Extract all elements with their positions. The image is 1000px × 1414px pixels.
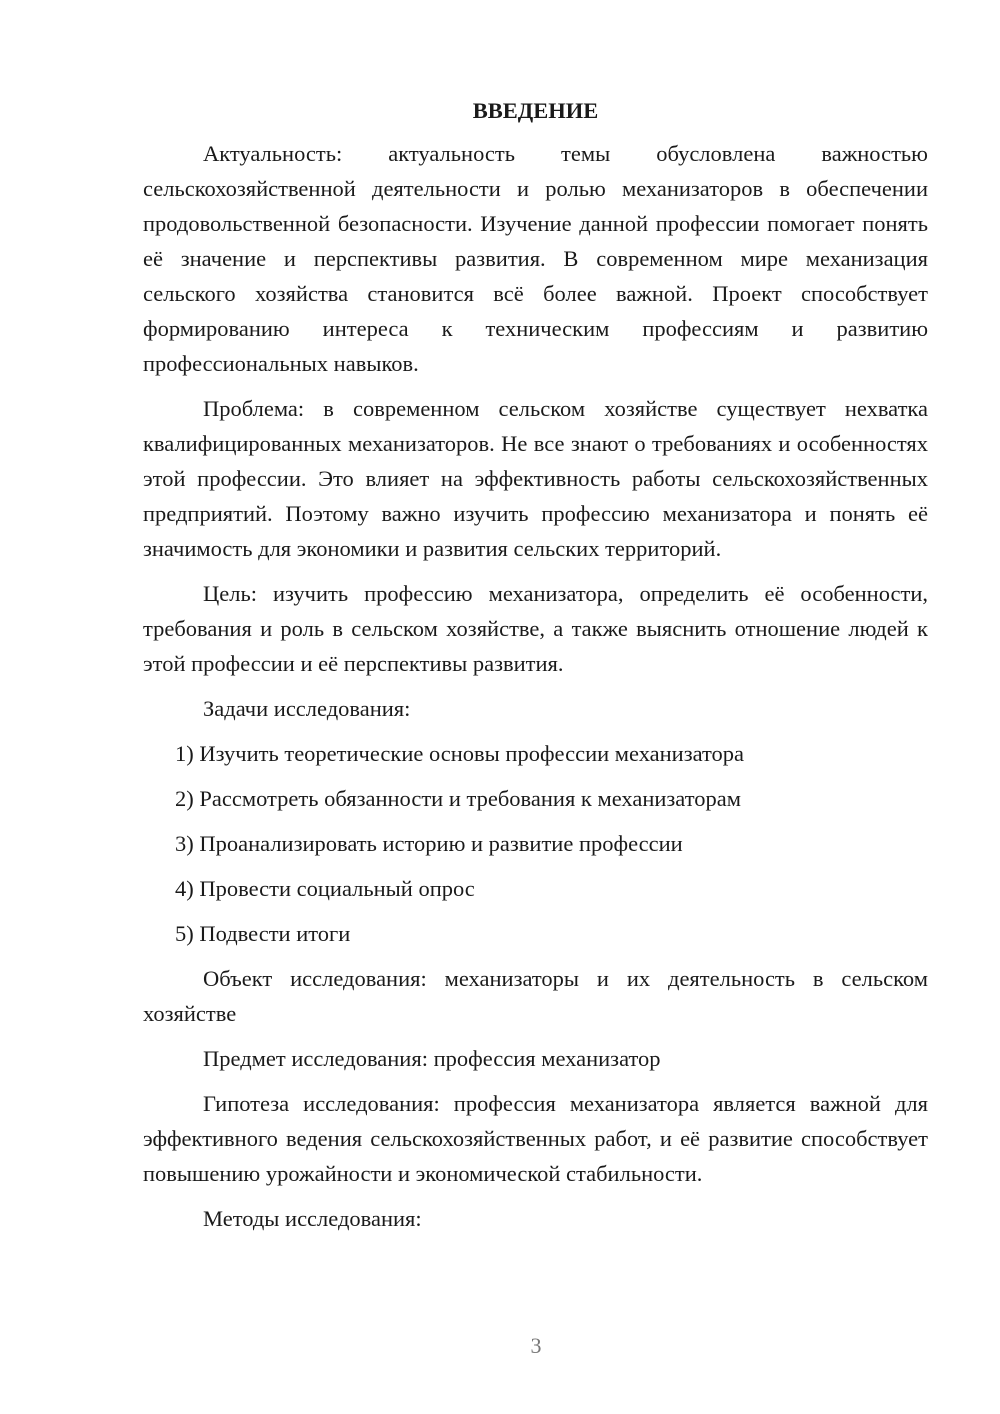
object-paragraph: Объект исследования: механизаторы и их деятельность в сельском хозяйстве xyxy=(143,966,928,1026)
tasks-title: Задачи исследования: xyxy=(203,696,411,721)
goal-paragraph: Цель: изучить профессию механизатора, определить её особенности, требования и роль в сельском хозяйстве, а также выяснить отношение людей к этой профессии и её перспективы развития. xyxy=(143,581,928,676)
page-number: 3 xyxy=(530,1333,542,1358)
relevance-paragraph: Актуальность: актуальность темы обусловлена важностью сельскохозяйственной деятельности и ролью механизаторов в обеспечении продовольственной безопасности. Изучение данной профессии помогает понять её значение и перспективы развития. В современном мире механизация сельского хозяйства становится всё более важной. Проект способствует формированию интереса к техническим профессиям и развитию профессиональных навыков. xyxy=(143,141,928,376)
page-title: ВВЕДЕНИЕ xyxy=(472,98,599,123)
hypothesis-paragraph: Гипотеза исследования: профессия механизатора является важной для эффективного ведения сельскохозяйственных работ, и её развитие способствует повышению урожайности и экономической стабильности. xyxy=(143,1091,928,1186)
problem-paragraph: Проблема: в современном сельском хозяйстве существует нехватка квалифицированных механизаторов. Не все знают о требованиях и особенностях этой профессии. Это влияет на эффективность работы сельскохозяйственных предприятий. Поэтому важно изучить профессию механизатора и понять её значимость для экономики и развития сельских территорий. xyxy=(143,396,928,561)
methods-paragraph: Методы исследования: xyxy=(203,1206,422,1231)
list-item: 5) Подвести итоги xyxy=(175,921,351,946)
tasks-list xyxy=(143,736,928,951)
document-page xyxy=(143,96,928,1246)
list-item: 2) Рассмотреть обязанности и требования к механизаторам xyxy=(175,786,741,811)
subject-paragraph: Предмет исследования: профессия механизатор xyxy=(203,1046,661,1071)
list-item: 3) Проанализировать историю и развитие профессии xyxy=(175,831,683,856)
list-item: 1) Изучить теоретические основы профессии механизатора xyxy=(175,741,745,766)
list-item: 4) Провести социальный опрос xyxy=(175,876,475,901)
